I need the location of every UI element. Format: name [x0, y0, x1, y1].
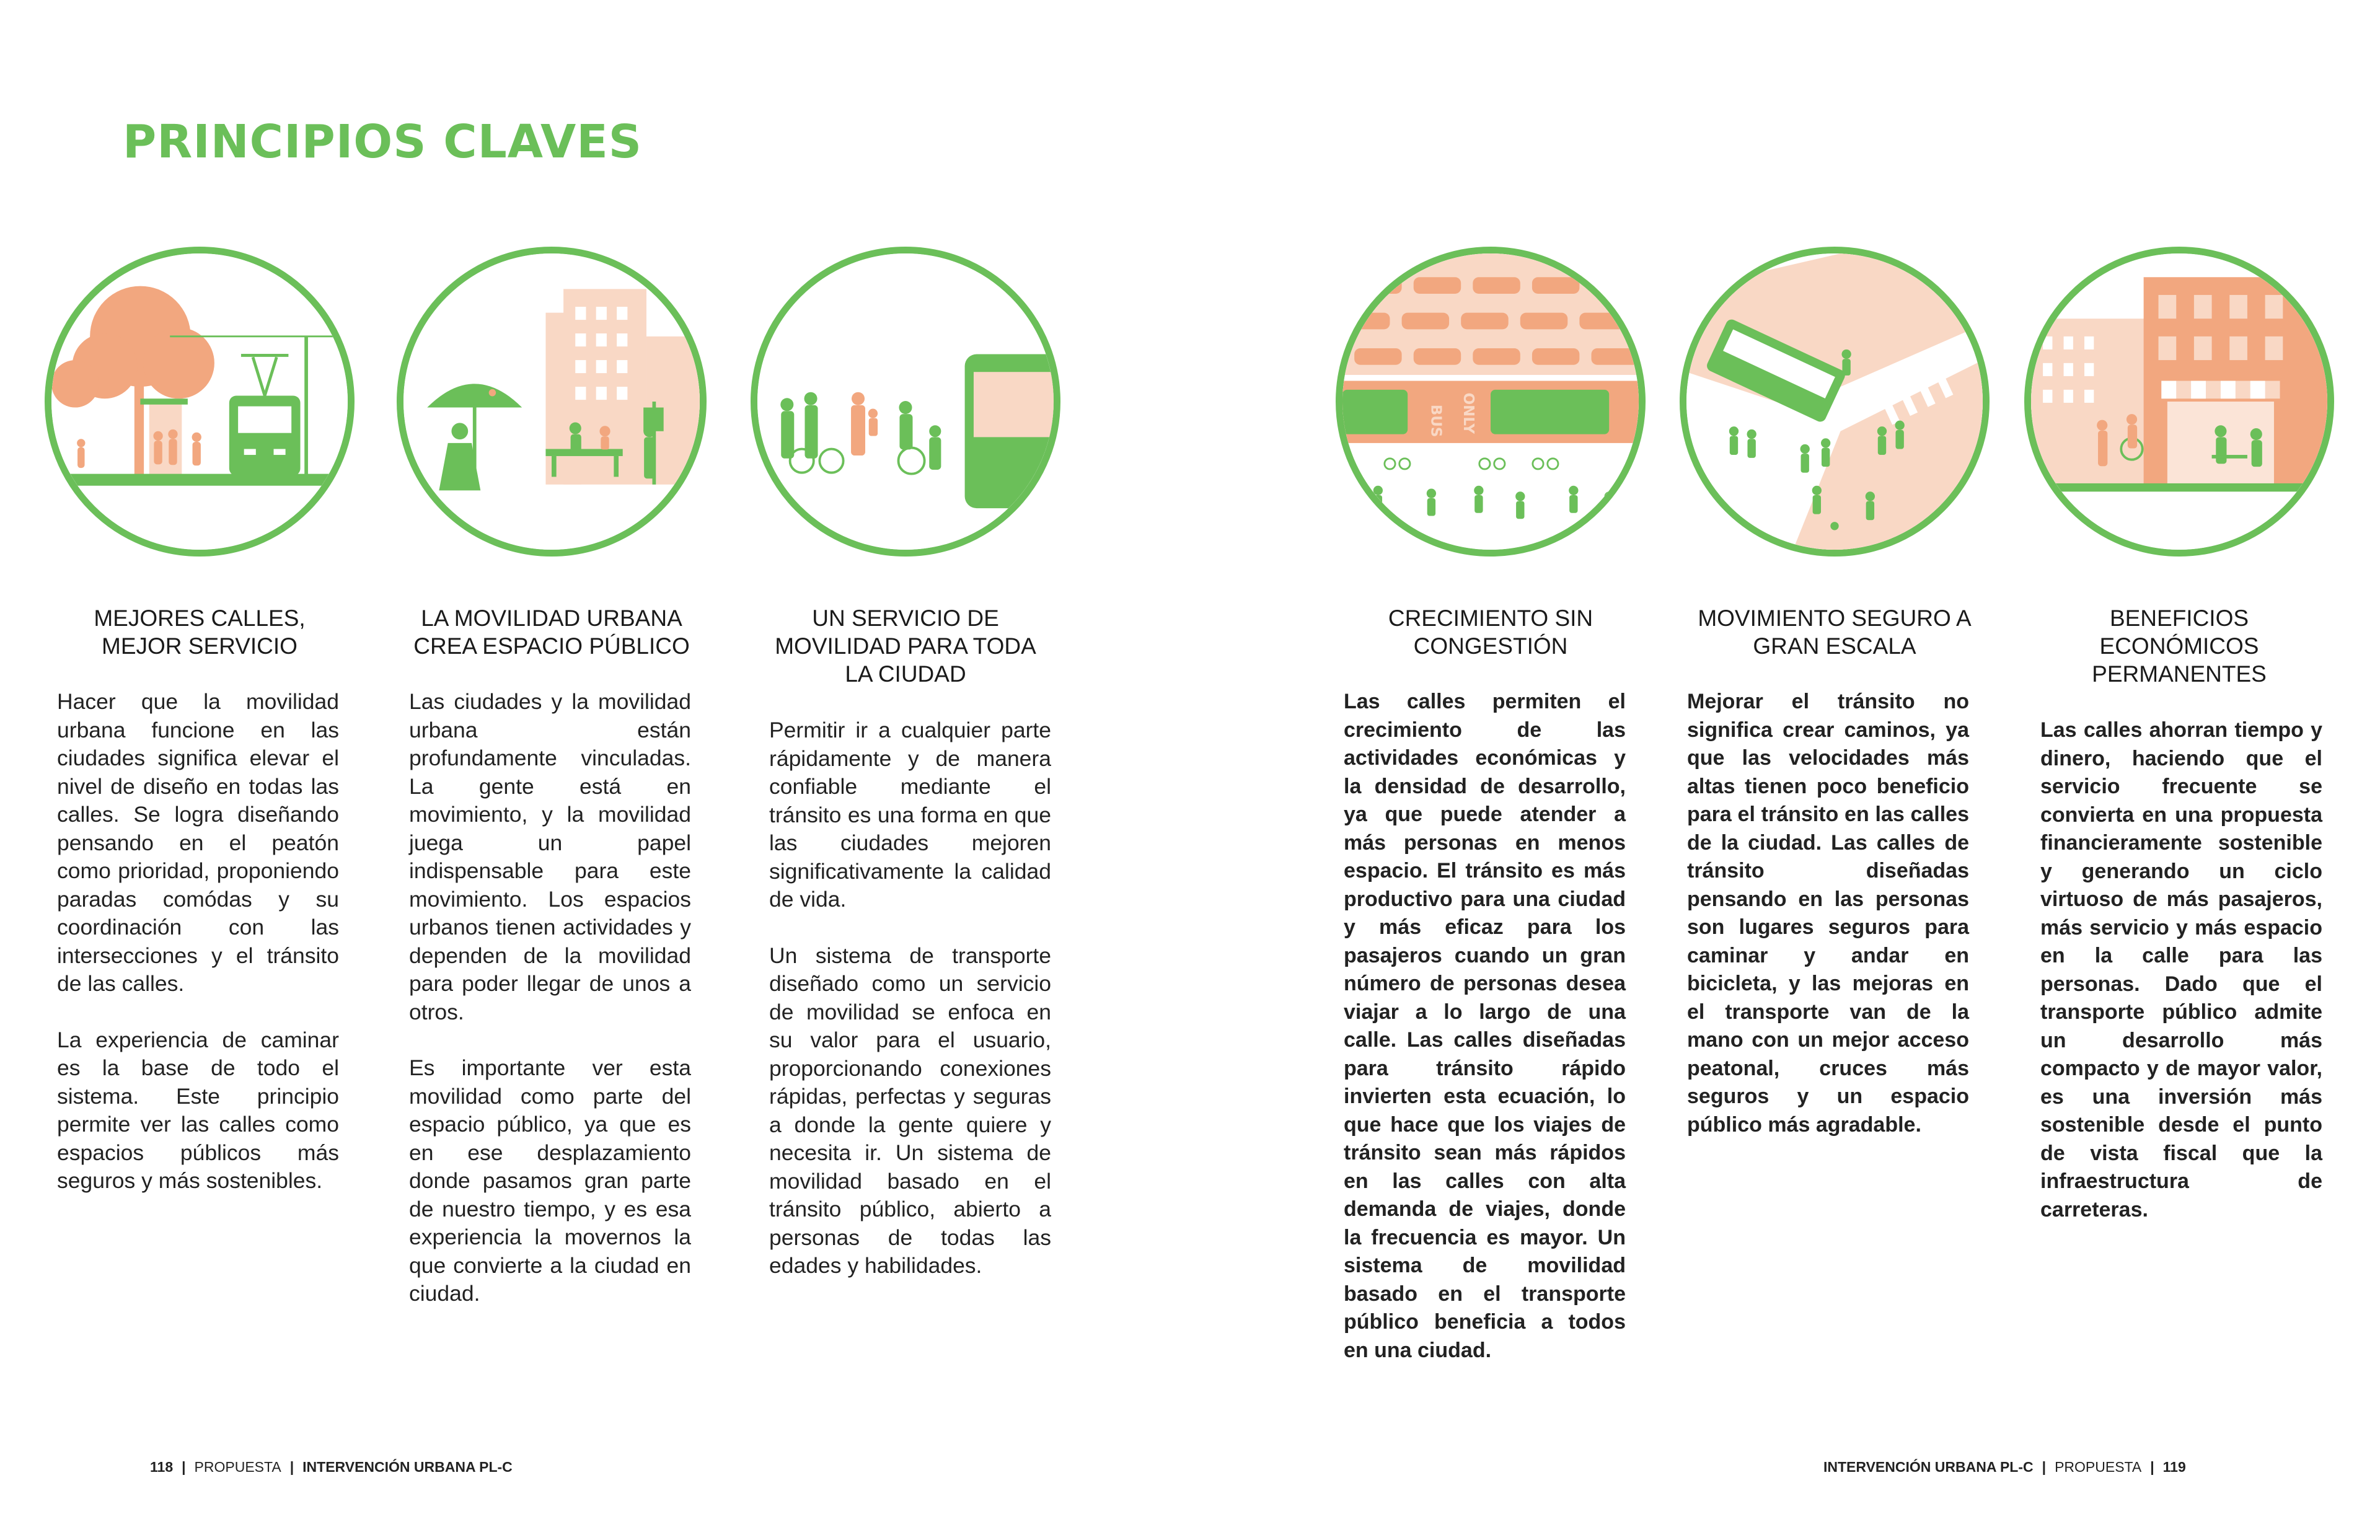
principle-2-body — [409, 688, 691, 1336]
paragraph: Es importante ver esta movilidad como parte del espacio público, ya que es en ese desplazamiento donde pasamos gran parte de nuestro tiempo, y es esa experiencia la movernos la que convierte a la ciudad en ciudad. — [409, 1055, 691, 1306]
illustration-public-space — [397, 247, 707, 557]
footer-project-left: INTERVENCIÓN URBANA PL-C — [302, 1459, 513, 1475]
principle-1-heading: MEJORES CALLES, MEJOR SERVICIO — [94, 605, 306, 659]
principle-4-heading: CRECIMIENTO SIN CONGESTIÓN — [1388, 605, 1593, 659]
paragraph: Las calles permiten el crecimiento de las actividades económicas y la densidad de desarrollo, ya que puede atender a más personas en menos espacio. El tránsito es más productivo para una ciudad y más eficaz para los pasajeros cuando un gran número de personas desea viajar a lo largo de una calle. Las calles diseñadas para tránsito rápido invierten esta ecuación, lo que hace que los viajes de tránsito sean más rápidos en las calles con alta demanda de viajes, donde la frecuencia es mayor. Un sistema de movilidad basado en el transporte público beneficia a todos en una ciudad. — [1344, 690, 1626, 1362]
footer-right: INTERVENCIÓN URBANA PL-C | PROPUESTA | 119 — [1823, 1459, 2186, 1475]
illustration-streets-tram — [45, 247, 355, 557]
principle-4-body — [1344, 688, 1626, 1393]
footer-section-right: PROPUESTA — [2055, 1459, 2142, 1475]
bus-lane-marking: BUS — [1427, 404, 1444, 438]
congestion-illustration — [1342, 253, 1639, 550]
paragraph: Un sistema de transporte diseñado como un servicio de movilidad se enfoca en su valor para el usuario, proporcionando conexiones rápidas, perfectas y seguras a donde la gente quiere y necesita ir. Un sistema de movilidad basado en el tránsito público, abierto a personas de todas las edades y habilidades. — [769, 943, 1051, 1278]
principle-3-heading: UN SERVICIO DE MOVILIDAD PARA TODA LA CIUDAD — [775, 605, 1036, 687]
principle-6-heading: BENEFICIOS ECONÓMICOS PERMANENTES — [2092, 605, 2267, 687]
paragraph: Permitir ir a cualquier parte rápidamente y de manera confiable mediante el tránsito es una forma en que las ciudades mejoren significativamente la calidad de vida. — [769, 718, 1051, 912]
paragraph: Las ciudades y la movilidad urbana están profundamente vinculadas. La gente está en movimiento, y la movilidad juega un papel indispensable para este movimiento. Los espacios urbanos tienen actividades y dependen de la movilidad para poder llegar de unos a otros. — [409, 689, 691, 1024]
illustration-congestion — [1336, 247, 1646, 557]
page-number-left: 118 — [150, 1459, 174, 1475]
illustration-economic-benefits — [2024, 247, 2334, 557]
page-number-right: 119 — [2162, 1459, 2186, 1475]
paragraph: Mejorar el tránsito no significa crear caminos, ya que las velocidades más altas tienen poco beneficio para el tránsito en las calles de la ciudad. Las calles de tránsito diseñadas pensando en las personas son lugares seguros para caminar y andar en bicicleta, y las mejoras en el transporte van de la mano con un mejor acceso peatonal, cruces más seguros y un espacio público más agradable. — [1687, 690, 1969, 1137]
principle-6-body — [2040, 716, 2322, 1252]
tram-street-illustration — [51, 253, 348, 550]
economic-benefits-illustration — [2031, 253, 2327, 550]
safe-movement-illustration — [1686, 253, 1983, 550]
principle-5-body — [1687, 688, 1969, 1167]
illustration-mobility-service — [751, 247, 1060, 557]
principle-3-body — [769, 716, 1051, 1308]
illustration-safe-movement — [1680, 247, 1990, 557]
paragraph: La experiencia de caminar es la base de todo el sistema. Este principio permite ver las calles como espacios públicos más seguros y más sostenibles. — [57, 1027, 339, 1193]
principle-2-heading: LA MOVILIDAD URBANA CREA ESPACIO PÚBLICO — [413, 605, 690, 659]
paragraph: Hacer que la movilidad urbana funcione en las ciudades significa elevar el nivel de diseño en todas las calles. Se logra diseñando pensando en el peatón como prioridad, proponiendo paradas comódas y su coordinación con las intersecciones y el tránsito de las calles. — [57, 689, 339, 996]
page-title: PRINCIPIOS CLAVES — [123, 115, 643, 169]
paragraph: Las calles ahorran tiempo y dinero, haciendo que el servicio frecuente se convierta en una propuesta financieramente sostenible y generando un ciclo virtuoso de más pasajeros, más servicio y más espacio en la calle para las personas. Dado que el transporte público admite un desarrollo más compacto y de mayor valor, es una inversión más sostenible desde el punto de vista fiscal que la infraestructura de carreteras. — [2040, 718, 2322, 1221]
principle-5-heading: MOVIMIENTO SEGURO A GRAN ESCALA — [1698, 605, 1972, 659]
mobility-service-illustration — [757, 253, 1054, 550]
public-space-illustration — [403, 253, 700, 550]
footer-section-left: PROPUESTA — [194, 1459, 281, 1475]
footer-left: 118 | PROPUESTA | INTERVENCIÓN URBANA PL-C — [150, 1459, 513, 1475]
footer-project-right: INTERVENCIÓN URBANA PL-C — [1823, 1459, 2034, 1475]
only-lane-marking: ONLY — [1460, 392, 1476, 434]
principle-1-body — [57, 688, 339, 1223]
